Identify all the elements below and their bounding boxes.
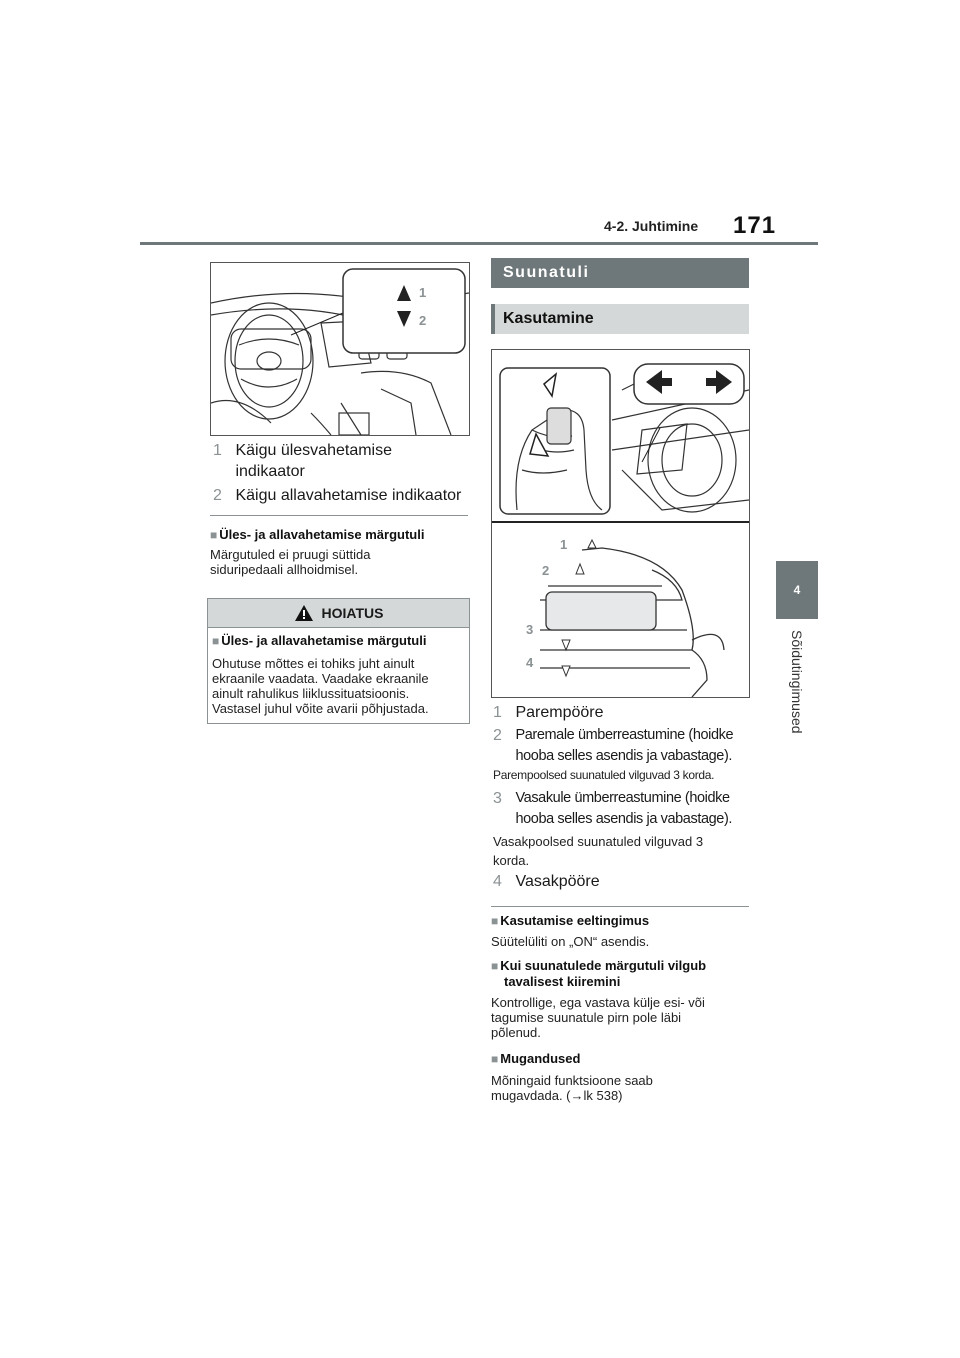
callout-2: 2 [542,563,550,578]
note-heading: ■ Mugandused [491,1051,581,1066]
item-note: Parempoolsed suunatuled vilguvad 3 korda. [493,768,715,782]
callout-1: 1 [560,537,568,552]
item-number: 4 [493,873,502,890]
item-number: 2 [213,487,222,504]
callout-4: 4 [526,655,534,670]
note-body: Märgutuled ei pruugi süttida siduripedaali allhoidmisel. [210,547,371,577]
section-title: Suunatuli [491,258,749,288]
chapter-tab[interactable]: 4 [776,561,818,619]
list-item [213,440,392,482]
turn-signal-drawing [492,350,749,697]
header-section-title: 4-2. Juhtimine [604,218,699,234]
divider [210,515,468,516]
item-text-line: Vasakule ümberreastumine (hoidke [515,790,730,806]
callout-1: 1 [419,285,427,300]
item-note: Vasakpoolsed suunatuled vilguvad 3 korda. [493,834,704,868]
list-item [493,725,733,767]
item-text-line: Käigu allavahetamise indikaator [235,487,462,504]
warning-icon [294,604,314,622]
item-number: 3 [493,790,502,807]
note-heading: ■ Kui suunatulede märgutuli vilgub tavalisest kiiremini [491,958,707,989]
subsection-title: Kasutamine [491,304,749,334]
divider [491,906,749,907]
note-body: Kontrollige, ega vastava külje esi- või tagumise suunatule pirn pole läbi põlenud. [491,995,705,1040]
warning-heading: ■ Üles- ja allavahetamise märgutuli [212,633,427,648]
warning-header [208,599,469,628]
item-text-line: hooba selles asendis ja vabastage). [515,811,732,827]
item-text-line: hooba selles asendis ja vabastage). [515,748,732,764]
page-number: 171 [733,212,777,239]
note-body: Mõningaid funktsioone saab mugavdada. (→lk 538) [491,1073,653,1103]
list-item [493,702,604,723]
item-number: 1 [213,442,222,459]
chapter-title-text: Sõidutingimused [789,630,805,734]
item-text-line: Paremale ümberreastumine (hoidke [515,727,734,743]
warning-title: HOIATUS [321,605,384,621]
item-text-line: Käigu ülesvahetamise [235,442,392,459]
item-number: 1 [493,704,502,721]
turn-signal-illustration [491,349,750,698]
shift-indicator-illustration [210,262,470,436]
item-text-line: indikaator [235,463,305,480]
list-item [213,485,461,506]
note-heading: ■ Kasutamise eeltingimus [491,913,650,928]
item-number: 2 [493,727,502,744]
item-text-line: Parempööre [515,704,604,721]
dashboard-drawing [211,263,469,435]
warning-box [207,598,470,724]
header-rule [140,242,818,245]
callout-2: 2 [419,313,427,328]
warning-body: Ohutuse mõttes ei tohiks juht ainult ekraanile vaadata. Vaadake ekraanile ainult rahulikus liiklussituatsioonis. Vastasel juhul võite avarii põhjustada. [212,656,429,716]
item-text-line: Vasakpööre [515,873,600,890]
list-item [493,788,732,830]
chapter-title-vertical [785,630,809,760]
callout-3: 3 [526,622,534,637]
note-heading: ■ Üles- ja allavahetamise märgutuli [210,527,425,542]
list-item [493,871,600,892]
note-body: Süütelüliti on „ON“ asendis. [491,934,650,949]
